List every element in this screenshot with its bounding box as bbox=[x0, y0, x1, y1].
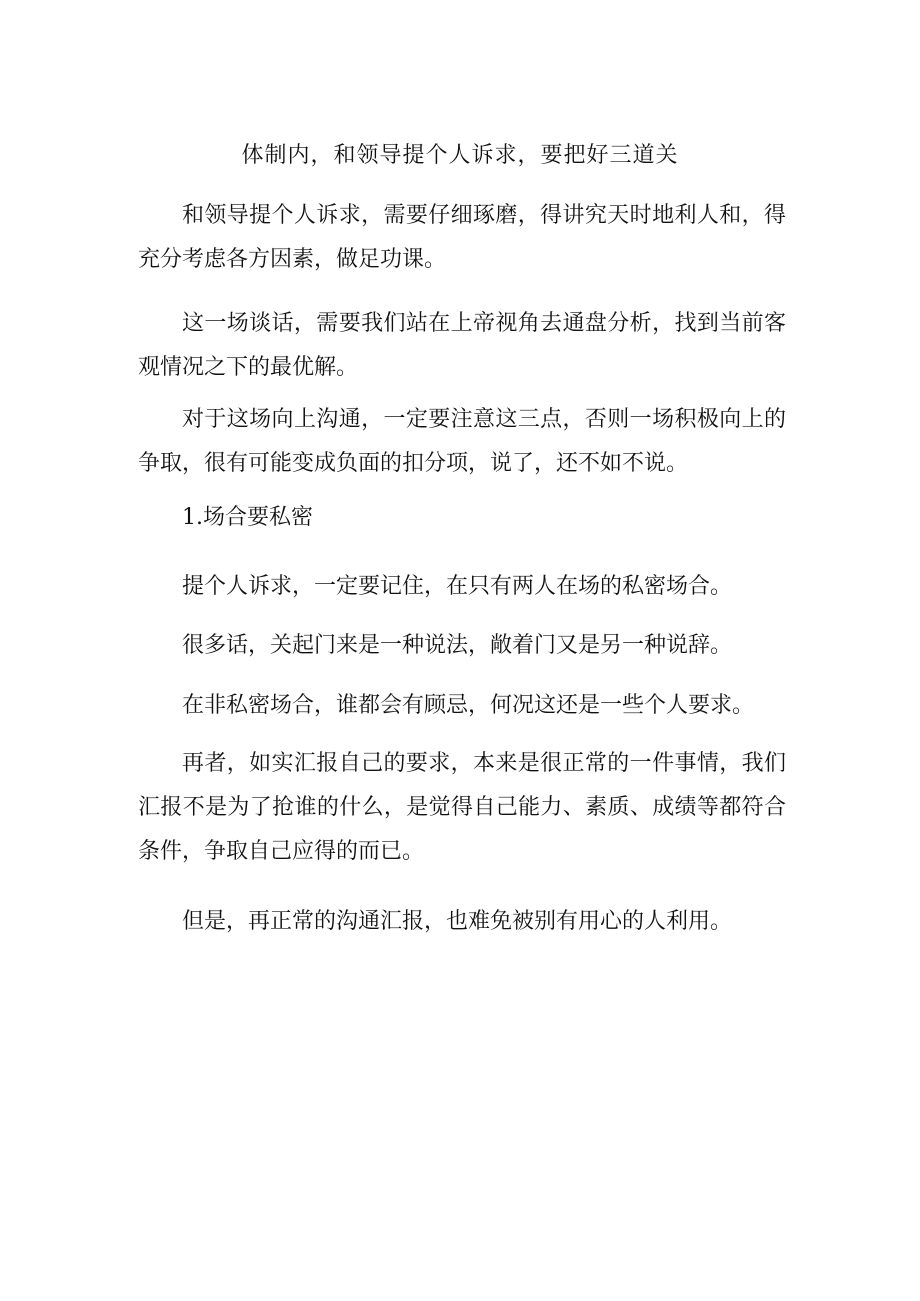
document-title: 体制内，和领导提个人诉求，要把好三道关 bbox=[241, 143, 679, 168]
section-heading: 1.场合要私密 bbox=[182, 505, 313, 530]
paragraph-6: 在非私密场合，谁都会有顾忌，何况这还是一些个人要求。 bbox=[182, 693, 755, 718]
paragraph-7: 再者，如实汇报自己的要求，本来是很正常的一件事情，我们汇报不是为了抢谁的什么，是觉得自己能力、素质、成绩等都符合条件，争取自己应得的而已。 bbox=[138, 751, 786, 864]
paragraph-4: 提个人诉求，一定要记住，在只有两人在场的私密场合。 bbox=[182, 574, 733, 599]
paragraph-2: 这一场谈话，需要我们站在上帝视角去通盘分析，找到当前客观情况之下的最优解。 bbox=[138, 311, 786, 380]
paragraph-3: 对于这场向上沟通，一定要注意这三点，否则一场积极向上的争取，很有可能变成负面的扣分项，说了，还不如不说。 bbox=[138, 407, 786, 476]
paragraph-8: 但是，再正常的沟通汇报，也难免被别有用心的人利用。 bbox=[182, 909, 733, 934]
paragraph-1: 和领导提个人诉求，需要仔细琢磨，得讲究天时地利人和，得充分考虑各方因素，做足功课。 bbox=[138, 203, 786, 272]
paragraph-5: 很多话，关起门来是一种说法，敞着门又是另一种说辞。 bbox=[182, 633, 733, 658]
